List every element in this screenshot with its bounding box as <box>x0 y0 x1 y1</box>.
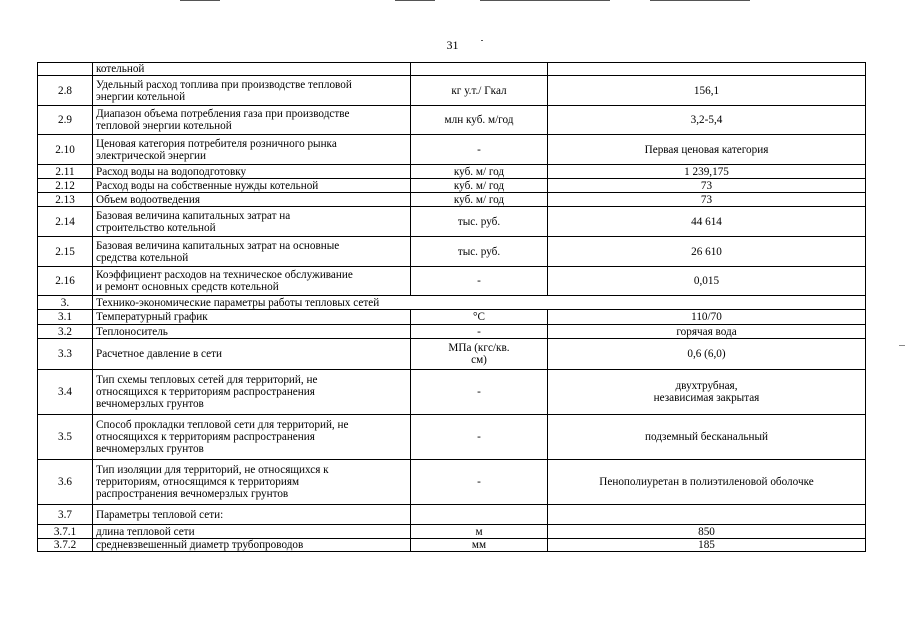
value-line: 185 <box>698 539 715 551</box>
row-number: 2.11 <box>38 165 93 179</box>
value-cell <box>548 415 866 460</box>
parameter-name-line: Температурный график <box>96 311 208 323</box>
value-cell <box>548 370 866 415</box>
parameter-name <box>93 267 411 296</box>
parameter-name-line: распространения вечномерзлых грунтов <box>96 488 289 500</box>
parameter-name <box>93 237 411 267</box>
row-number: 3.7 <box>38 505 93 525</box>
unit-cell <box>411 310 548 325</box>
unit-cell <box>411 415 548 460</box>
scan-artifact-line <box>480 0 610 1</box>
parameter-name <box>93 525 411 539</box>
table-row <box>38 267 866 296</box>
table-row <box>38 63 866 76</box>
row-number <box>38 63 93 76</box>
scan-artifact-line <box>180 0 220 1</box>
row-number: 3.5 <box>38 415 93 460</box>
scan-artifact-mark <box>899 345 905 346</box>
row-number: 3.7.2 <box>38 539 93 552</box>
parameter-name-line: вечномерзлых грунтов <box>96 398 204 410</box>
value-line: подземный бесканальный <box>644 431 769 443</box>
parameter-name-line: Базовая величина капитальных затрат на <box>96 209 291 222</box>
value-line: 44 614 <box>691 215 722 228</box>
unit-line: мм <box>471 539 487 551</box>
unit-cell <box>411 207 548 237</box>
table-row <box>38 505 866 525</box>
unit-cell <box>411 539 548 552</box>
parameter-name <box>93 325 411 339</box>
unit-line: куб. м/ год <box>453 179 505 192</box>
row-number: 3.4 <box>38 370 93 415</box>
unit-cell <box>411 165 548 179</box>
unit-line: млн куб. м/год <box>444 114 514 126</box>
table-row <box>38 76 866 106</box>
parameter-name-line: Объем водоотведения <box>96 193 201 206</box>
table-row <box>38 325 866 339</box>
parameter-name-line: Удельный расход топлива при производстве тепловой <box>96 78 352 91</box>
unit-line: - <box>477 431 481 443</box>
unit-line: - <box>477 143 481 156</box>
parameter-name-line: средневзвешенный диаметр трубопроводов <box>96 539 304 551</box>
value-cell <box>548 237 866 267</box>
table-row <box>38 539 866 552</box>
table-row <box>38 310 866 325</box>
value-cell <box>548 539 866 552</box>
unit-cell <box>411 106 548 135</box>
unit-line: см) <box>471 354 487 366</box>
parameter-name <box>93 179 411 193</box>
table-row <box>38 339 866 370</box>
parameter-name-line: Расчетное давление в сети <box>96 348 222 360</box>
row-number: 2.9 <box>38 106 93 135</box>
scan-artifact-line <box>650 0 750 1</box>
parameters-table <box>37 62 866 552</box>
parameter-name <box>93 76 411 106</box>
parameter-name <box>93 505 411 525</box>
table-row <box>38 370 866 415</box>
unit-line: м <box>475 525 483 538</box>
value-line: 73 <box>700 179 713 192</box>
value-line: горячая вода <box>676 325 737 338</box>
value-line: 3,2-5,4 <box>690 114 723 126</box>
parameter-name-line: тепловой энергии котельной <box>96 120 232 132</box>
table-row <box>38 415 866 460</box>
value-line: 0,015 <box>693 275 720 287</box>
page-number: 31 <box>446 38 459 52</box>
row-number: 2.16 <box>38 267 93 296</box>
value-cell <box>548 106 866 135</box>
parameter-name <box>93 539 411 552</box>
row-number: 3. <box>38 296 93 310</box>
value-cell <box>548 207 866 237</box>
parameter-name <box>93 460 411 505</box>
parameter-name-line: территориям, относящимся к территориям <box>96 476 300 488</box>
table-row <box>38 460 866 505</box>
unit-cell <box>411 339 548 370</box>
row-number: 3.7.1 <box>38 525 93 539</box>
table-row <box>38 207 866 237</box>
table-row <box>38 296 866 310</box>
unit-cell <box>411 76 548 106</box>
parameter-name <box>93 310 411 325</box>
parameter-name-line: Диапазон объема потребления газа при производстве <box>96 108 350 120</box>
row-number: 3.1 <box>38 310 93 325</box>
table-row <box>38 237 866 267</box>
row-number: 2.12 <box>38 179 93 193</box>
value-cell <box>548 179 866 193</box>
scan-artifact-line <box>395 0 435 1</box>
unit-cell <box>411 505 548 525</box>
value-line: независимая закрытая <box>653 392 760 404</box>
parameter-name <box>93 106 411 135</box>
value-line: 26 610 <box>691 245 722 258</box>
unit-cell <box>411 63 548 76</box>
row-number: 2.10 <box>38 135 93 165</box>
parameter-name-line: Расход воды на водоподготовку <box>96 165 247 178</box>
unit-cell <box>411 370 548 415</box>
value-line: 850 <box>698 525 715 538</box>
unit-line: кг у.т./ Гкал <box>451 84 507 97</box>
parameter-name-line: Тип схемы тепловых сетей для территорий, не <box>96 374 318 386</box>
value-line: Пенополиуретан в полиэтиленовой оболочке <box>599 476 814 488</box>
unit-cell <box>411 325 548 339</box>
value-line: 1 239,175 <box>684 165 729 178</box>
unit-line: МПа (кгс/кв. <box>448 342 510 354</box>
section-title <box>93 296 866 310</box>
unit-cell <box>411 525 548 539</box>
unit-cell <box>411 267 548 296</box>
parameter-name-line: вечномерзлых грунтов <box>96 443 204 455</box>
value-cell <box>548 63 866 76</box>
table-row <box>38 525 866 539</box>
unit-line: тыс. руб. <box>457 215 501 228</box>
unit-cell <box>411 460 548 505</box>
unit-cell <box>411 179 548 193</box>
parameter-name <box>93 63 411 76</box>
unit-line: куб. м/ год <box>453 165 505 178</box>
value-line: 73 <box>700 193 713 206</box>
value-cell <box>548 460 866 505</box>
value-cell <box>548 310 866 325</box>
parameter-name <box>93 207 411 237</box>
table-row <box>38 179 866 193</box>
unit-cell <box>411 135 548 165</box>
parameter-name-line: Тип изоляции для территорий, не относящихся к <box>96 464 329 476</box>
row-number: 2.14 <box>38 207 93 237</box>
parameter-name <box>93 370 411 415</box>
table-row <box>38 193 866 207</box>
value-line: 0,6 (6,0) <box>687 348 726 360</box>
parameter-name-line: Расход воды на собственные нужды котельной <box>96 179 319 192</box>
parameter-name-line: Теплоноситель <box>96 325 168 338</box>
parameter-name-line: Коэффициент расходов на техническое обслуживание <box>96 269 353 281</box>
unit-line: тыс. руб. <box>457 245 501 258</box>
scan-artifact-dot <box>481 40 483 41</box>
value-line: двухтрубная, <box>675 380 738 392</box>
parameter-name-line: Ценовая категория потребителя розничного рынка <box>96 137 337 150</box>
value-line: 156,1 <box>693 84 720 97</box>
row-number: 2.15 <box>38 237 93 267</box>
unit-cell <box>411 193 548 207</box>
value-cell <box>548 325 866 339</box>
parameter-name-line: Параметры тепловой сети: <box>96 508 224 521</box>
unit-line: - <box>477 325 481 338</box>
value-cell <box>548 135 866 165</box>
unit-line: - <box>477 386 481 398</box>
table-row <box>38 135 866 165</box>
parameter-name-line: относящихся к территориям распространения <box>96 386 315 398</box>
parameter-name-line: средства котельной <box>96 251 189 264</box>
row-number: 2.8 <box>38 76 93 106</box>
unit-line: - <box>477 275 481 287</box>
table-row <box>38 106 866 135</box>
parameter-name-line: электрической энергии <box>96 149 207 162</box>
parameter-name-line: Базовая величина капитальных затрат на основные <box>96 239 340 252</box>
parameter-name <box>93 135 411 165</box>
unit-line: °C <box>473 311 485 323</box>
value-cell <box>548 339 866 370</box>
row-number: 3.3 <box>38 339 93 370</box>
table-row <box>38 165 866 179</box>
value-cell <box>548 193 866 207</box>
value-cell <box>548 165 866 179</box>
parameter-name-line: Способ прокладки тепловой сети для территорий, не <box>96 419 349 431</box>
parameter-name-line: и ремонт основных средств котельной <box>96 281 279 293</box>
parameter-name <box>93 339 411 370</box>
value-line: 110/70 <box>691 311 722 323</box>
parameter-name <box>93 415 411 460</box>
unit-line: - <box>477 476 481 488</box>
value-cell <box>548 525 866 539</box>
parameter-name-line: относящихся к территориям распространения <box>96 431 315 443</box>
row-number: 3.2 <box>38 325 93 339</box>
row-number: 2.13 <box>38 193 93 207</box>
unit-cell <box>411 237 548 267</box>
value-line: Первая ценовая категория <box>644 143 769 156</box>
section-title-line: Технико-экономические параметры работы тепловых сетей <box>96 296 380 309</box>
row-number: 3.6 <box>38 460 93 505</box>
value-cell <box>548 505 866 525</box>
value-cell <box>548 76 866 106</box>
parameter-name-line: энергии котельной <box>96 90 186 103</box>
parameter-name-line: котельной <box>96 63 145 75</box>
value-cell <box>548 267 866 296</box>
unit-line: куб. м/ год <box>453 193 505 206</box>
parameter-name <box>93 193 411 207</box>
parameters-table-body <box>38 63 866 552</box>
parameter-name-line: строительство котельной <box>96 221 216 234</box>
parameter-name <box>93 165 411 179</box>
parameter-name-line: длина тепловой сети <box>96 525 195 538</box>
